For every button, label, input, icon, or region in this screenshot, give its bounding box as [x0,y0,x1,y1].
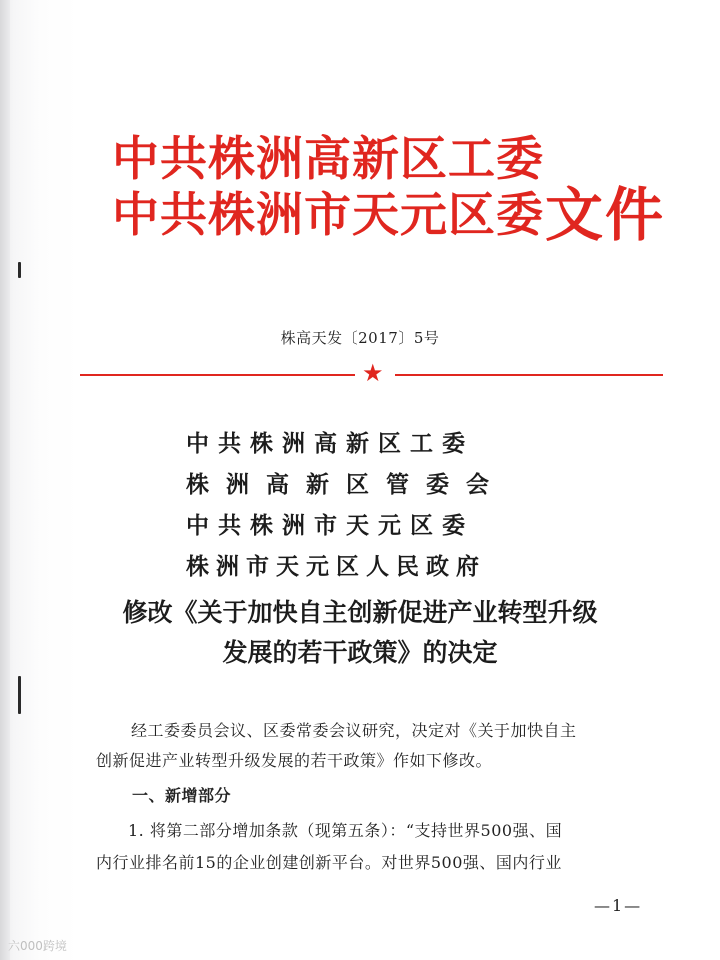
binding-mark [18,676,21,714]
body-paragraph-line: 内行业排名前15的企业创建创新平台。对世界500强、国内行业 [96,853,562,872]
red-separator-left [80,374,355,376]
red-separator-right [395,374,663,376]
document-number: 株高天发〔2017〕5号 [280,329,440,347]
page-edge-shadow [0,0,10,960]
letterhead-line: 中共株洲市天元区委 [112,188,544,243]
issuer-line: 株洲高新区管委会 [186,471,506,498]
issuer-line: 株洲市天元区人民政府 [186,553,486,580]
watermark: 六000跨境 [8,939,67,953]
document-title: 修改《关于加快自主创新促进产业转型升级 [122,598,598,627]
body-paragraph-line: 1. 将第二部分增加条款（现第五条）：“支持世界500强、国 [128,821,563,840]
page-number: —1— [594,896,643,915]
document-title: 发展的若干政策》的决定 [222,638,498,667]
binding-mark [18,262,21,278]
body-paragraph-line: 创新促进产业转型升级发展的若干政策》作如下修改。 [96,751,493,770]
issuer-line: 中共株洲市天元区委 [186,512,474,539]
red-letterhead [112,132,544,244]
issuing-authorities [186,423,506,587]
star-icon: ★ [362,359,384,387]
issuer-line: 中共株洲高新区工委 [186,430,474,457]
body-paragraph-line: 经工委委员会议、区委常委会议研究，决定对《关于加快自主 [131,721,577,740]
letterhead-line: 中共株洲高新区工委 [112,132,544,187]
letterhead-suffix: 文件 [545,181,666,249]
section-heading: 一、新增部分 [132,786,232,805]
